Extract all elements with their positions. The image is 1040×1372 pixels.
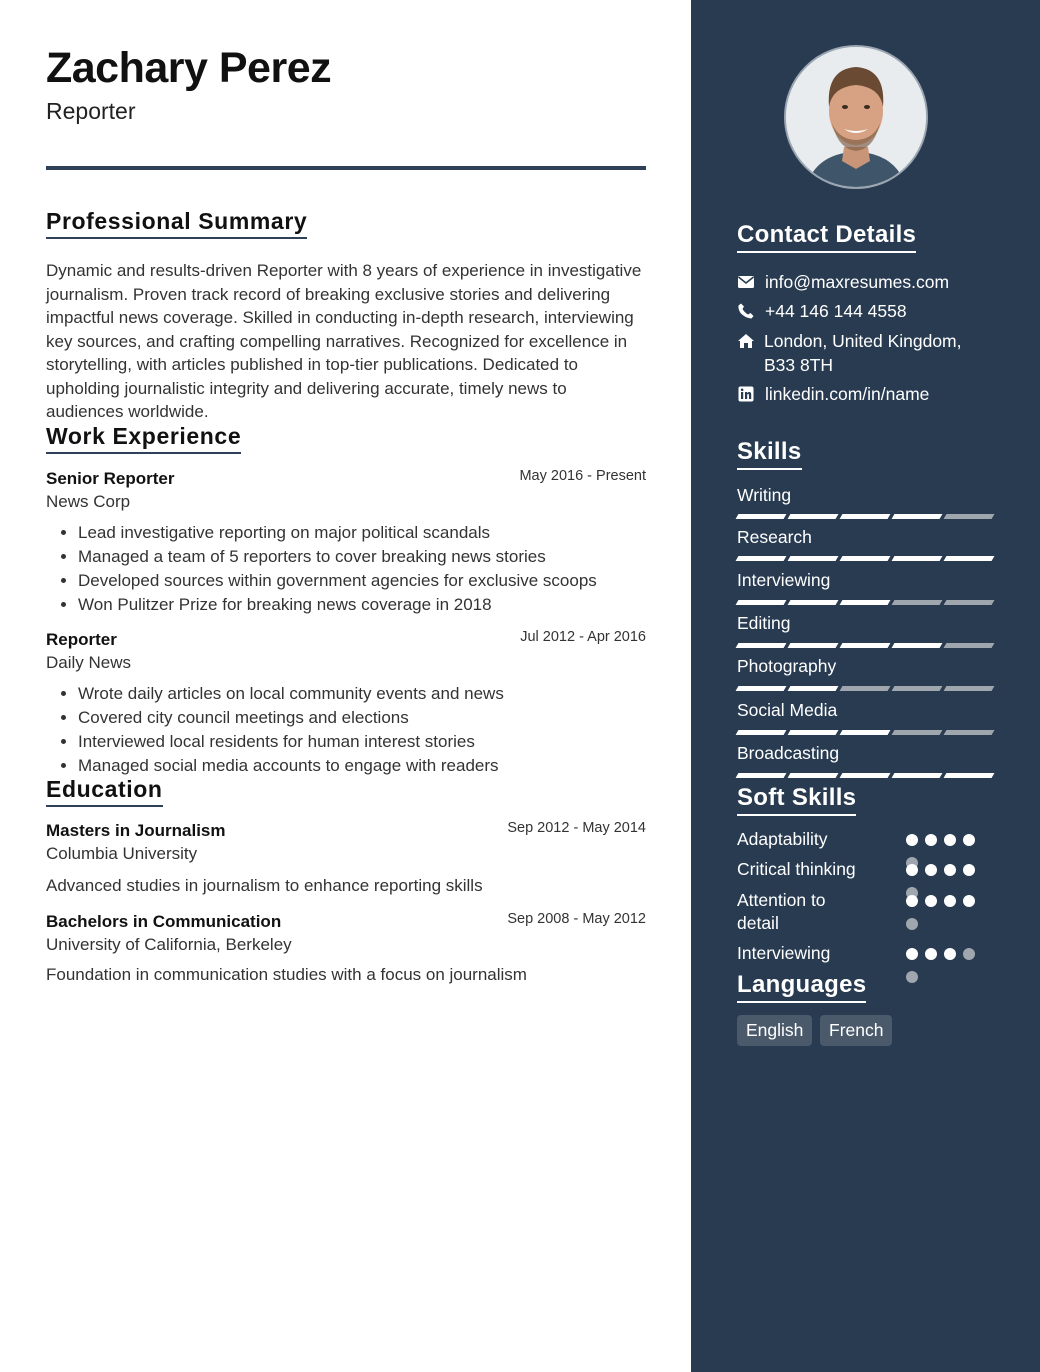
- skill-level-bar: [737, 556, 995, 562]
- job-title: Senior Reporter: [46, 469, 175, 488]
- skill-level-segment: [736, 686, 787, 691]
- education-dates: Sep 2008 - May 2012: [507, 911, 646, 927]
- rating-dot: [925, 895, 937, 907]
- rating-dot: [925, 864, 937, 876]
- skill-level-segment: [840, 686, 891, 691]
- degree-title: Masters in Journalism: [46, 821, 226, 840]
- soft-skills-heading: Soft Skills: [737, 784, 856, 816]
- list-item: • Covered city council meetings and elections: [78, 706, 504, 730]
- skill-level-segment: [944, 686, 995, 691]
- linkedin-icon: [737, 385, 755, 403]
- rating-dot: [963, 864, 975, 876]
- skill-level-bar: [737, 730, 995, 736]
- education-description: Foundation in communication studies with a focus on journalism: [46, 965, 527, 984]
- skill-level-segment: [736, 556, 787, 561]
- rating-dot: [906, 971, 918, 983]
- home-icon: [737, 332, 755, 350]
- skill-level-segment: [892, 556, 943, 561]
- soft-skill-name: Adaptability: [737, 829, 828, 849]
- language-tag: French: [820, 1015, 892, 1046]
- skill-level-segment: [788, 643, 839, 648]
- skill-name: Photography: [737, 656, 837, 676]
- rating-dot: [944, 948, 956, 960]
- skill-level-segment: [840, 730, 891, 735]
- skill-level-segment: [944, 556, 995, 561]
- skill-name: Research: [737, 527, 812, 547]
- skill-level-segment: [788, 600, 839, 605]
- skill-level-segment: [736, 643, 787, 648]
- linkedin-text: linkedin.com/in/name: [765, 384, 930, 404]
- list-item: • Developed sources within government agencies for exclusive scoops: [78, 569, 597, 593]
- skills-heading: Skills: [737, 438, 802, 470]
- phone-text: +44 146 144 4558: [765, 301, 907, 321]
- skill-level-segment: [840, 773, 891, 778]
- skill-level-segment: [736, 600, 787, 605]
- rating-dot: [963, 948, 975, 960]
- email-text: info@maxresumes.com: [765, 272, 950, 292]
- list-item: • Lead investigative reporting on major political scandals: [78, 521, 597, 545]
- list-item: • Won Pulitzer Prize for breaking news coverage in 2018: [78, 593, 597, 617]
- education-heading: Education: [46, 776, 163, 807]
- rating-dot: [963, 895, 975, 907]
- summary-heading: Professional Summary: [46, 208, 307, 239]
- skill-name: Broadcasting: [737, 743, 840, 763]
- skill-name: Editing: [737, 613, 791, 633]
- rating-dot: [906, 948, 918, 960]
- education-dates: Sep 2012 - May 2014: [507, 820, 646, 836]
- skill-level-bar: [737, 686, 995, 692]
- skill-level-segment: [944, 600, 995, 605]
- skill-level-segment: [840, 600, 891, 605]
- languages-heading: Languages: [737, 971, 866, 1003]
- skill-name: Social Media: [737, 700, 838, 720]
- summary-text: Dynamic and results-driven Reporter with 8 years of experience in investigative journalism. Proven track record of breaking exclusive stories and delivering impactful news coverage. Skilled in conducting in-depth research, interviewing key sources, and crafting compelling narratives. Recognized for excellence in storytelling, with articles published in top-tier publications. Dedicated to upholding journalistic integrity and delivering accurate, timely news to audiences worldwide.: [46, 261, 642, 421]
- skill-level-segment: [840, 556, 891, 561]
- job-bullets: [46, 682, 504, 778]
- list-item: • Wrote daily articles on local community events and news: [78, 682, 504, 706]
- address-line1: London, United Kingdom,: [764, 331, 962, 351]
- skill-level-segment: [892, 514, 943, 519]
- education-description: Advanced studies in journalism to enhance reporting skills: [46, 876, 483, 895]
- rating-dot: [944, 895, 956, 907]
- rating-dot: [944, 834, 956, 846]
- skill-level-segment: [892, 600, 943, 605]
- rating-dot: [925, 834, 937, 846]
- skill-level-segment: [892, 643, 943, 648]
- rating-dot: [944, 864, 956, 876]
- phone-icon: [737, 302, 755, 320]
- skill-level-segment: [840, 514, 891, 519]
- list-item: • Interviewed local residents for human interest stories: [78, 730, 504, 754]
- skill-level-bar: [737, 600, 995, 606]
- contact-heading: Contact Details: [737, 221, 916, 253]
- job-dates: Jul 2012 - Apr 2016: [520, 629, 646, 645]
- skill-level-segment: [892, 686, 943, 691]
- rating-dot: [925, 948, 937, 960]
- skill-level-segment: [788, 556, 839, 561]
- skill-level-segment: [736, 730, 787, 735]
- avatar: [784, 45, 928, 189]
- degree-title: Bachelors in Communication: [46, 912, 282, 931]
- address-line2: B33 8TH: [764, 355, 834, 375]
- skill-level-segment: [944, 773, 995, 778]
- skill-level-bar: [737, 643, 995, 649]
- profile-photo: [786, 47, 926, 187]
- sidebar: [691, 0, 1040, 1372]
- soft-skill-name: Critical thinking: [737, 859, 856, 879]
- skill-level-segment: [788, 773, 839, 778]
- list-item: • Managed social media accounts to engage with readers: [78, 754, 504, 778]
- rating-dot: [906, 918, 918, 930]
- skill-level-segment: [944, 643, 995, 648]
- soft-skill-name: Attention to detail: [737, 890, 826, 933]
- list-item: • Managed a team of 5 reporters to cover breaking news stories: [78, 545, 597, 569]
- skill-level-segment: [892, 730, 943, 735]
- soft-skill-name: Interviewing: [737, 943, 831, 963]
- experience-heading: Work Experience: [46, 423, 241, 454]
- job-company: News Corp: [46, 492, 131, 511]
- rating-dot: [906, 864, 918, 876]
- skill-level-segment: [788, 730, 839, 735]
- skill-name: Interviewing: [737, 570, 831, 590]
- skill-level-segment: [788, 686, 839, 691]
- job-company: Daily News: [46, 653, 132, 672]
- skill-level-segment: [788, 514, 839, 519]
- skill-level-segment: [944, 730, 995, 735]
- skill-name: Writing: [737, 485, 792, 505]
- header-divider: [46, 166, 646, 170]
- skill-level-segment: [892, 773, 943, 778]
- skill-level-bar: [737, 773, 995, 779]
- skill-level-segment: [944, 514, 995, 519]
- candidate-name: Zachary Perez: [46, 44, 332, 92]
- envelope-icon: [737, 273, 755, 291]
- rating-dot: [906, 834, 918, 846]
- skill-level-segment: [736, 773, 787, 778]
- skill-level-segment: [840, 643, 891, 648]
- school-name: Columbia University: [46, 844, 198, 863]
- rating-dot: [906, 895, 918, 907]
- school-name: University of California, Berkeley: [46, 935, 292, 954]
- rating-dot: [963, 834, 975, 846]
- job-bullets: [46, 521, 597, 617]
- skill-level-bar: [737, 514, 995, 520]
- job-dates: May 2016 - Present: [519, 468, 646, 484]
- candidate-role: Reporter: [46, 98, 136, 124]
- language-tag: English: [737, 1015, 812, 1046]
- job-title: Reporter: [46, 630, 117, 649]
- skill-level-segment: [736, 514, 787, 519]
